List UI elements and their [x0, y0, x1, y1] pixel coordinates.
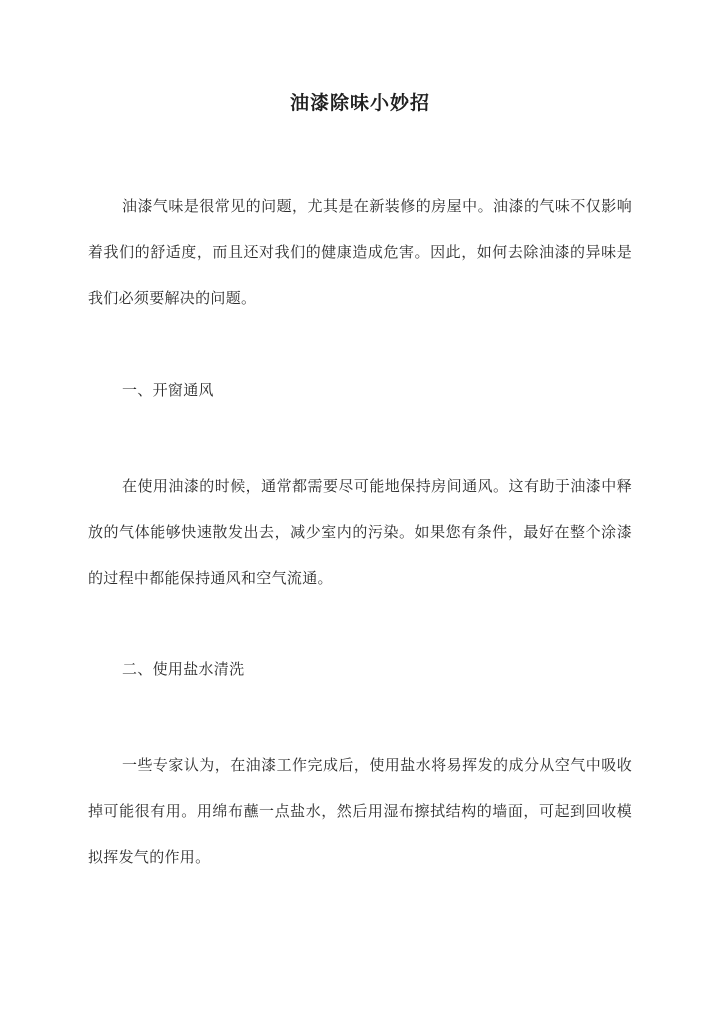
section-body-ventilation: 在使用油漆的时候，通常都需要尽可能地保持房间通风。这有助于油漆中释放的气体能够快速散发出去，减少室内的污染。如果您有条件，最好在整个涂漆的过程中都能保持通风和空气流通。 — [88, 477, 632, 587]
section-heading-ventilation: 一、开窗通风 — [122, 381, 214, 399]
intro-paragraph: 油漆气味是很常见的问题，尤其是在新装修的房屋中。油漆的气味不仅影响着我们的舒适度，而且还对我们的健康造成危害。因此，如何去除油漆的异味是我们必须要解决的问题。 — [88, 197, 632, 307]
section-body-salt-water: 一些专家认为，在油漆工作完成后，使用盐水将易挥发的成分从空气中吸收掉可能很有用。用绵布蘸一点盐水，然后用湿布擦拭结构的墙面，可起到回收模拟挥发气的作用。 — [88, 756, 632, 866]
document-title: 油漆除味小妙招 — [289, 92, 430, 114]
section-heading-salt-water: 二、使用盐水清洗 — [122, 660, 245, 678]
